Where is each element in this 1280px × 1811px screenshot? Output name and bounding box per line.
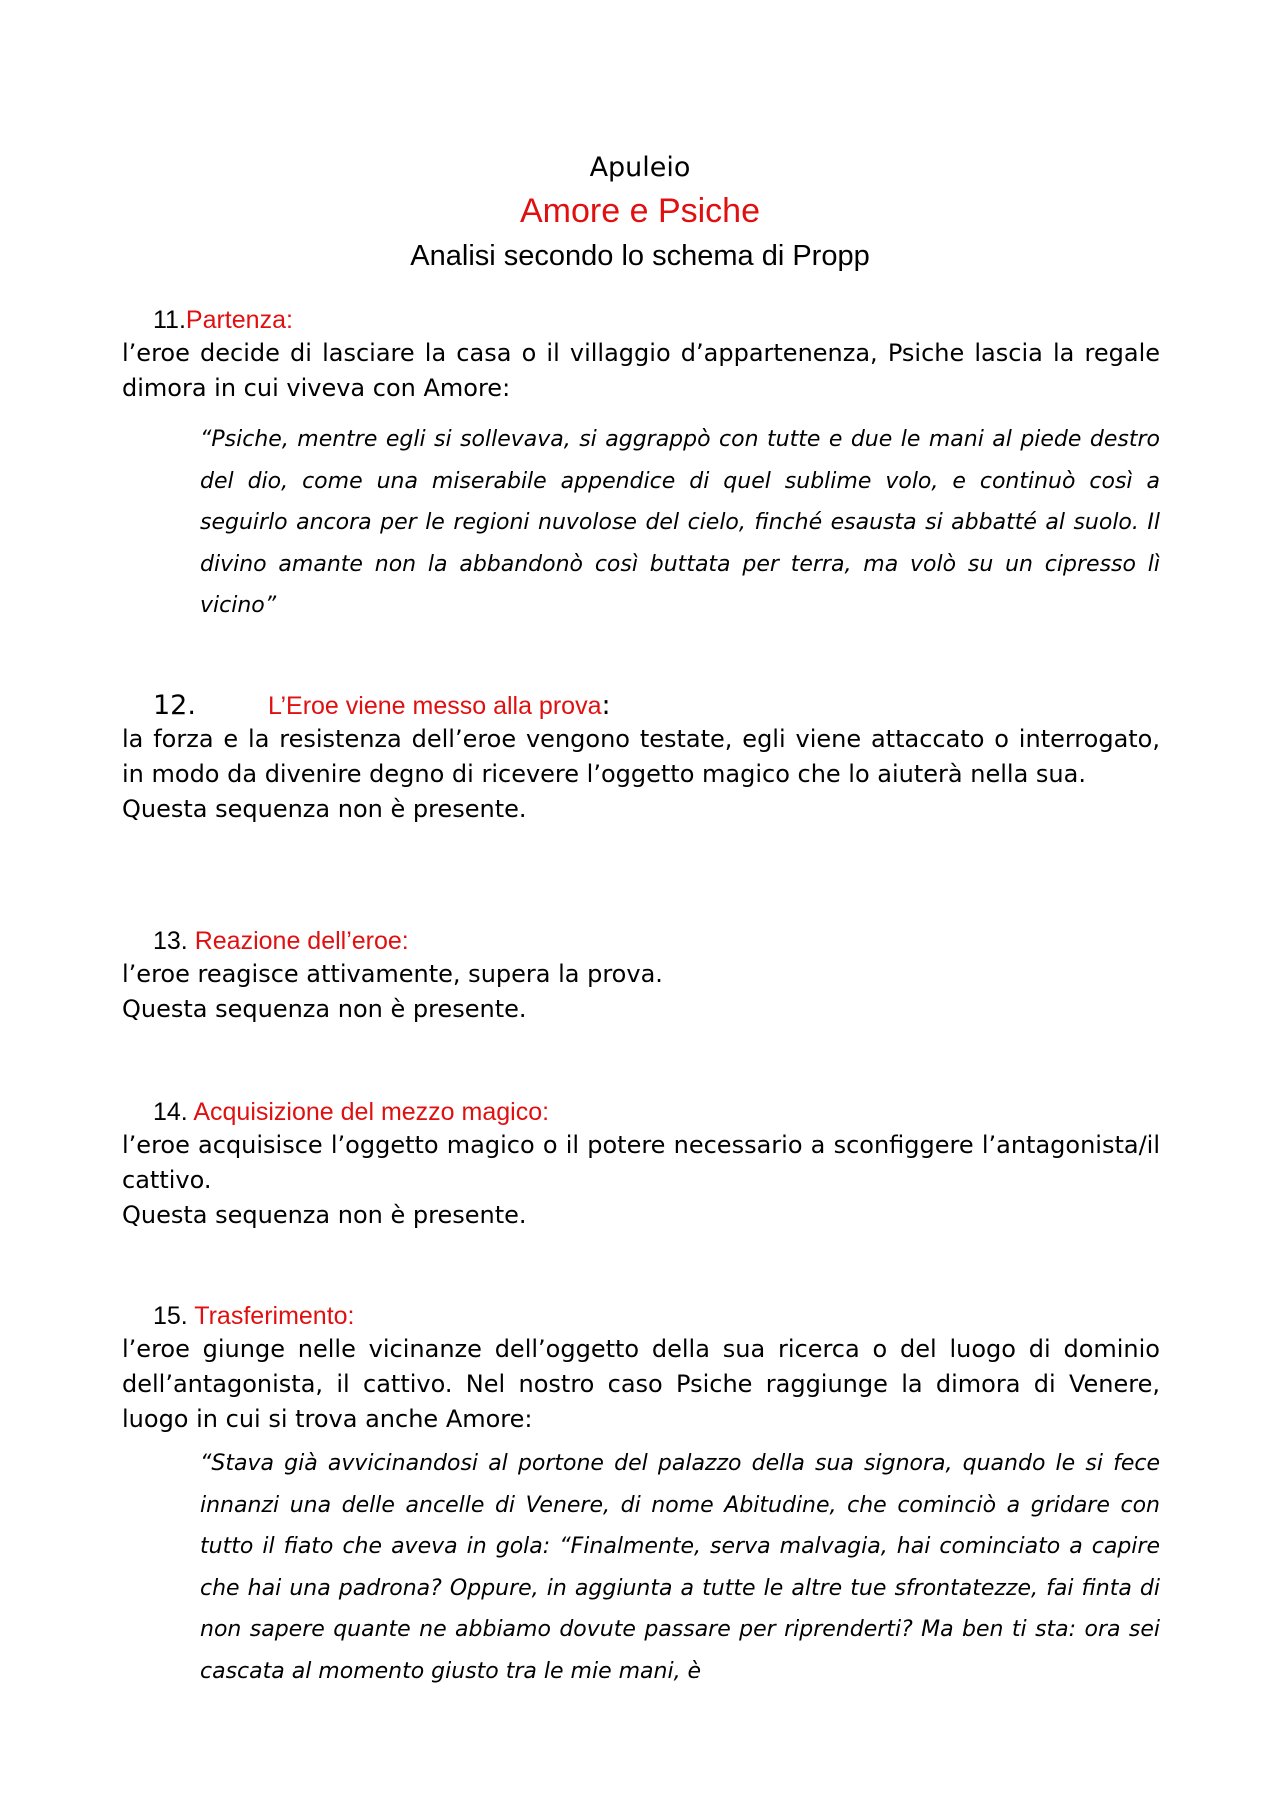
- section-label-colon: :: [601, 690, 611, 721]
- section-number: 14.: [153, 1098, 188, 1126]
- section-12-heading: [153, 690, 611, 721]
- section-text: l’eroe reagisce attivamente, supera la prova.: [122, 960, 663, 988]
- section-label: Reazione dell’eroe:: [194, 927, 409, 955]
- section-11-text: [122, 336, 1160, 406]
- section-label: Trasferimento:: [194, 1302, 355, 1330]
- section-number: 12.: [153, 690, 196, 721]
- document-subtitle: Analisi secondo lo schema di Propp: [410, 240, 870, 272]
- section-label: Partenza:: [185, 306, 293, 334]
- section-15-text: [122, 1332, 1160, 1437]
- section-13-text: [122, 957, 1160, 1027]
- section-note: Questa sequenza non è presente.: [122, 795, 527, 823]
- section-label: Acquisizione del mezzo magico:: [193, 1098, 550, 1126]
- section-note: Questa sequenza non è presente.: [122, 1201, 527, 1229]
- author-heading: Apuleio: [589, 152, 691, 183]
- section-note: Questa sequenza non è presente.: [122, 995, 527, 1023]
- document-title: Amore e Psiche: [520, 192, 760, 230]
- section-label: L’Eroe viene messo alla prova: [267, 692, 602, 720]
- section-text: l’eroe giunge nelle vicinanze dell’oggetto della sua ricerca o del luogo di dominio dell’antagonista, il cattivo. Nel nostro caso Psiche raggiunge la dimora di Venere, luogo in cui si trova anche Amore:: [122, 1335, 1160, 1433]
- section-14-heading: [153, 1098, 549, 1127]
- section-number: 13.: [153, 927, 188, 955]
- section-text: la forza e la resistenza dell’eroe vengono testate, egli viene attaccato o interrogato, in modo da divenire degno di ricevere l’oggetto magico che lo aiuterà nella sua.: [122, 725, 1160, 788]
- section-11-quote: “Psiche, mentre egli si sollevava, si aggrappò con tutte e due le mani al piede destro del dio, come una miserabile appendice di quel sublime volo, e continuò così a seguirlo ancora per le regioni nuvolose del cielo, finché esausta si abbatté al suolo. Il divino amante non la abbandonò così buttata per terra, ma volò su un cipresso lì vicino”: [200, 427, 1160, 618]
- section-number: 15.: [153, 1302, 188, 1330]
- section-14-text: [122, 1128, 1160, 1233]
- section-number: 11.: [153, 306, 186, 334]
- section-13-heading: [153, 927, 409, 956]
- section-15-quote: “Stava già avvicinandosi al portone del palazzo della sua signora, quando le si fece innanzi una delle ancelle di Venere, di nome Abitudine, che cominciò a gridare con tutto il fiato che aveva in gola: “Finalmente, serva malvagia, hai cominciato a capire che hai una padrona? Oppure, in aggiunta a tutte le altre tue sfrontatezze, fai finta di non sapere quante ne abbiamo dovute passare per riprenderti? Ma ben ti sta: ora sei cascata al momento giusto tra le mie mani, è: [200, 1451, 1160, 1684]
- section-15-heading: [153, 1302, 355, 1331]
- section-text: l’eroe decide di lasciare la casa o il villaggio d’appartenenza, Psiche lascia la regale dimora in cui viveva con Amore:: [122, 339, 1160, 402]
- section-12-text: [122, 722, 1160, 827]
- section-text: l’eroe acquisisce l’oggetto magico o il potere necessario a sconfiggere l’antagonista/il cattivo.: [122, 1131, 1160, 1194]
- section-11-heading: [153, 306, 293, 335]
